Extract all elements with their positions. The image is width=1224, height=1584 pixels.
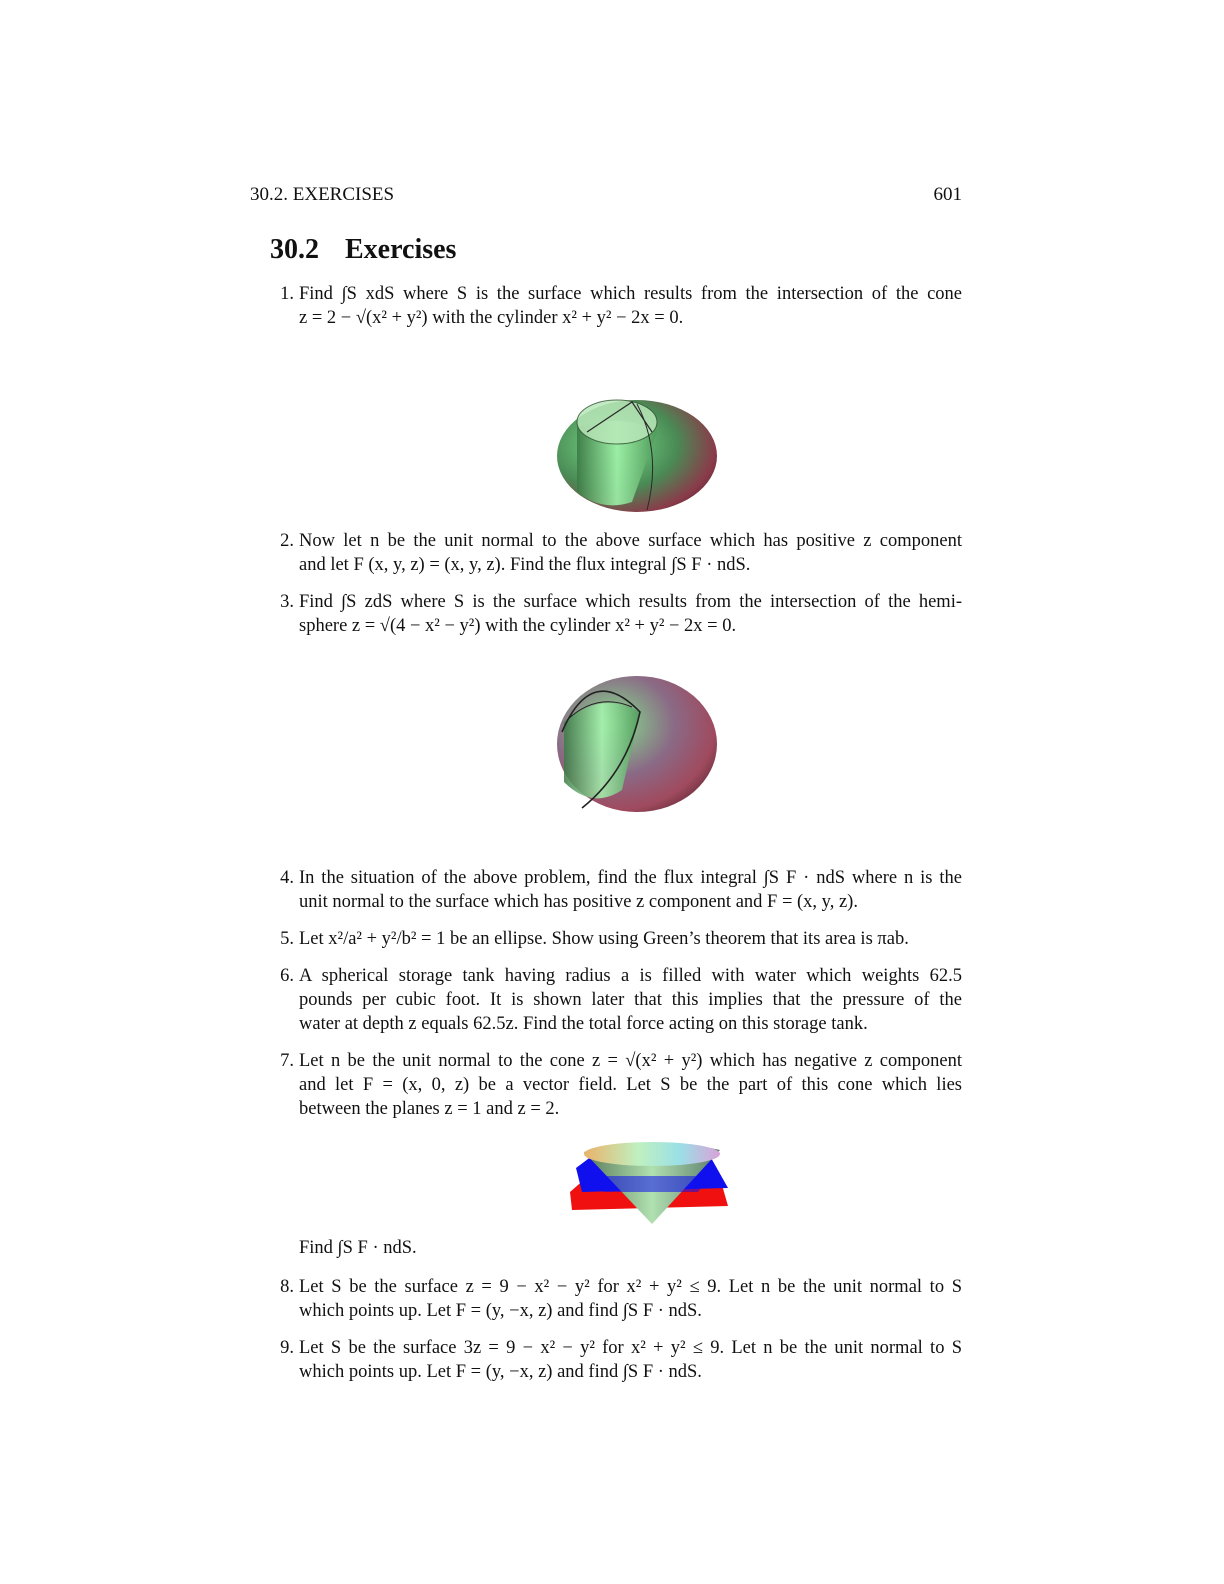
section-number: 30.2 — [270, 234, 319, 265]
exercise-line: Find ∫S zdS where S is the surface which results from the intersection of the hemi- — [299, 592, 962, 612]
exercise-number: 5. — [280, 929, 294, 949]
exercise-line: and let F = (x, 0, z) be a vector field. Let S be the part of this cone which lies — [299, 1075, 962, 1095]
exercise-3 — [272, 590, 962, 638]
page-number: 601 — [933, 184, 962, 205]
running-head — [250, 184, 962, 206]
exercise-line: Let n be the unit normal to the cone z = √(x² + y²) which has negative z component — [299, 1051, 962, 1071]
exercise-line: Find ∫S xdS where S is the surface which results from the intersection of the cone — [299, 284, 962, 304]
exercise-line: Now let n be the unit normal to the above surface which has positive z component — [299, 531, 962, 551]
exercise-number: 6. — [280, 966, 294, 986]
exercise-line: between the planes z = 1 and z = 2. — [299, 1099, 560, 1119]
exercise-7 — [272, 1049, 962, 1121]
exercise-line: z = 2 − √(x² + y²) with the cylinder x² + y² − 2x = 0. — [299, 308, 684, 328]
exercise-line: pounds per cubic foot. It is shown later that this implies that the pressure of the — [299, 990, 962, 1010]
section-title — [270, 234, 456, 266]
hemisphere-cylinder-figure — [552, 672, 722, 814]
cone-planes-figure — [570, 1138, 732, 1228]
exercise-number: 1. — [280, 284, 294, 304]
exercise-line: Let S be the surface 3z = 9 − x² − y² for x² + y² ≤ 9. Let n be the unit normal to S — [299, 1338, 962, 1358]
exercise-line: which points up. Let F = (y, −x, z) and find ∫S F · ndS. — [299, 1301, 702, 1321]
exercise-number: 8. — [280, 1277, 294, 1297]
exercise-line: A spherical storage tank having radius a is filled with water which weights 62.5 — [299, 966, 962, 986]
exercise-7-find: Find ∫S F · ndS. — [299, 1238, 417, 1258]
exercise-line: and let F (x, y, z) = (x, y, z). Find the flux integral ∫S F · ndS. — [299, 555, 751, 575]
exercise-2 — [272, 529, 962, 577]
exercise-1 — [272, 282, 962, 330]
exercise-9 — [272, 1336, 962, 1384]
exercise-4 — [272, 866, 962, 914]
exercise-line: sphere z = √(4 − x² − y²) with the cylinder x² + y² − 2x = 0. — [299, 616, 737, 636]
exercise-line: Let x²/a² + y²/b² = 1 be an ellipse. Show using Green’s theorem that its area is πab. — [299, 929, 909, 949]
exercise-5 — [272, 927, 962, 951]
exercise-line: Let S be the surface z = 9 − x² − y² for x² + y² ≤ 9. Let n be the unit normal to S — [299, 1277, 962, 1297]
cone-cylinder-figure — [552, 392, 722, 516]
exercise-line: unit normal to the surface which has positive z component and F = (x, y, z). — [299, 892, 858, 912]
section-title-text: Exercises — [345, 234, 457, 265]
exercise-8 — [272, 1275, 962, 1323]
running-head-section: 30.2. EXERCISES — [250, 184, 395, 205]
exercise-number: 3. — [280, 592, 294, 612]
exercise-number: 4. — [280, 868, 294, 888]
exercise-number: 9. — [280, 1338, 294, 1358]
exercise-line: which points up. Let F = (y, −x, z) and find ∫S F · ndS. — [299, 1362, 702, 1382]
exercise-number: 7. — [280, 1051, 294, 1071]
exercise-number: 2. — [280, 531, 294, 551]
exercise-6 — [272, 964, 962, 1036]
exercise-line: In the situation of the above problem, find the flux integral ∫S F · ndS where n is the — [299, 868, 962, 888]
exercise-line: water at depth z equals 62.5z. Find the total force acting on this storage tank. — [299, 1014, 868, 1034]
